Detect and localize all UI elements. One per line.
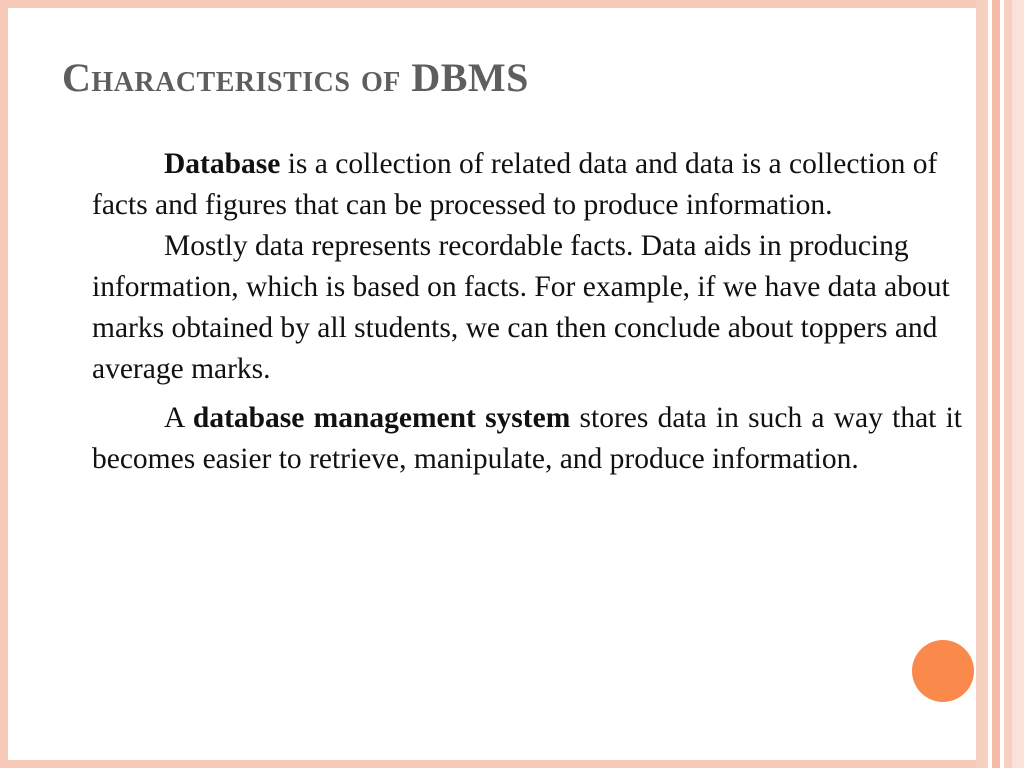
slide-title: Characteristics of DBMS — [62, 55, 529, 100]
orange-accent-circle — [912, 640, 974, 702]
paragraph-text: stores data in such a way that it becomes easier to retrieve, manipulate, and produce information. — [92, 402, 962, 475]
paragraph-text: is a collection of related data and data is a collection of facts and figures that can be processed to produce information. — [92, 148, 938, 221]
right-decorative-stripe — [976, 0, 988, 768]
right-decorative-stripe — [1012, 0, 1024, 768]
paragraph-data-facts — [92, 226, 962, 390]
right-decorative-stripe — [1004, 0, 1012, 768]
right-decorative-stripe — [992, 0, 1000, 768]
slide-body — [92, 144, 962, 480]
bold-term-database: Database — [164, 148, 281, 180]
paragraph-dbms-definition — [92, 398, 962, 480]
paragraph-database-definition — [92, 144, 962, 226]
paragraph-text: Mostly data represents recordable facts. Data aids in producing information, which is based on facts. For example, if we have data about marks obtained by all students, we can then conclude about toppers and average marks. — [92, 230, 950, 385]
bold-term-dbms: database management system — [192, 402, 571, 434]
paragraph-prefix: A — [164, 402, 193, 434]
